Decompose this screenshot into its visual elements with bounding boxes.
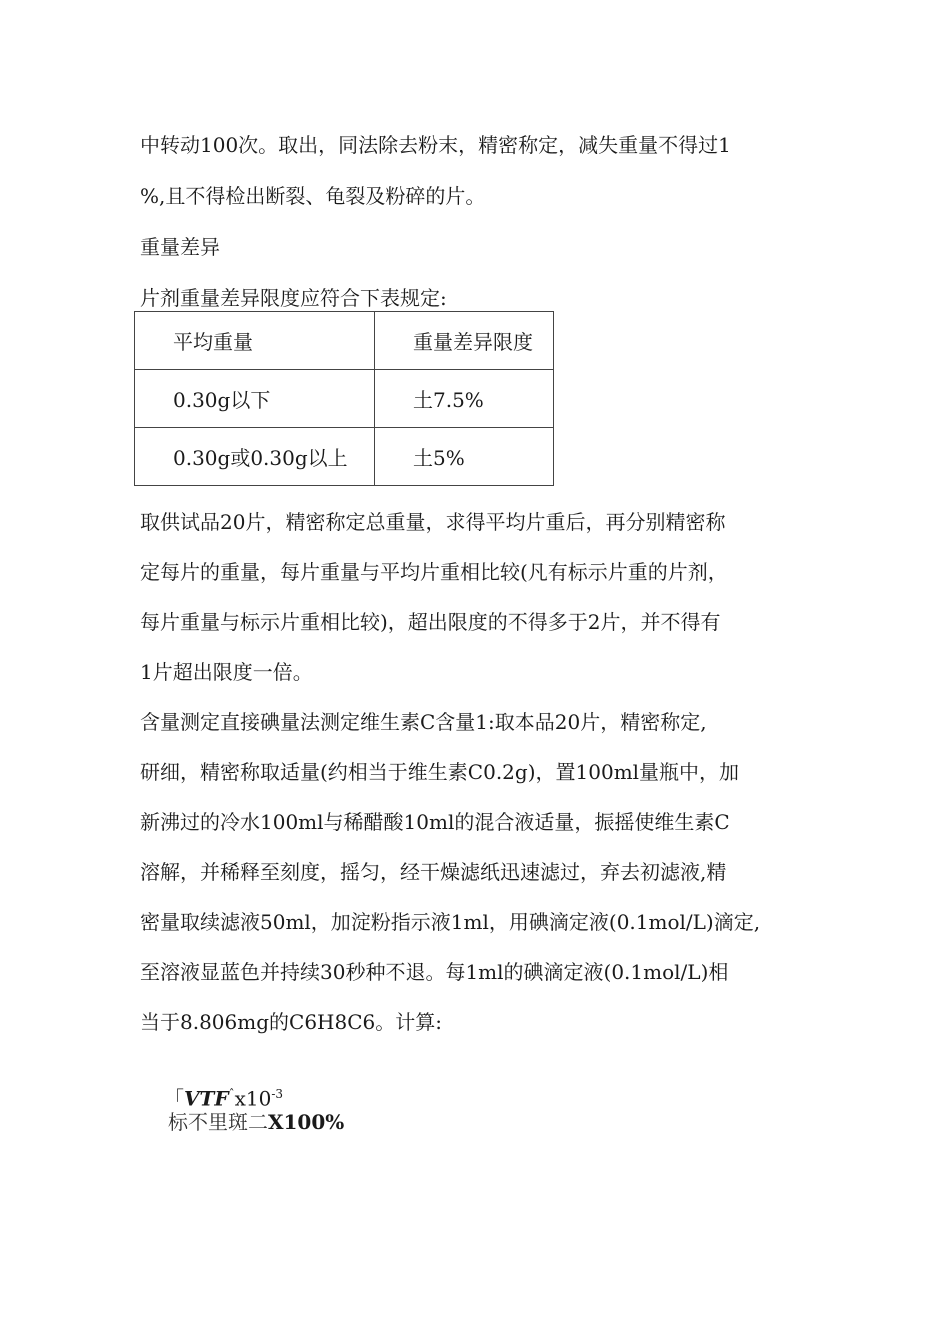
formula-text: 标不里斑二 xyxy=(168,1110,268,1134)
formula-denominator xyxy=(168,1108,344,1136)
table-cell: 0.30g或0.30g以上 xyxy=(135,428,375,486)
table-header-cell: 平均重量 xyxy=(135,312,375,370)
formula-result: X100% xyxy=(268,1110,345,1134)
table-header-row xyxy=(135,312,554,370)
paragraph-line: 新沸过的冷水100ml与稀醋酸10ml的混合液适量，振摇使维生素C xyxy=(140,810,730,834)
paragraph-line: 取供试品20片，精密称定总重量，求得平均片重后，再分别精密称 xyxy=(140,510,726,534)
formula-exponent: -3 xyxy=(271,1087,284,1101)
paragraph-line: 当于8.806mg的C6H8C6。计算: xyxy=(140,1010,442,1034)
section-heading: 重量差异 xyxy=(140,235,220,259)
formula-bracket: 「 xyxy=(164,1086,184,1111)
paragraph-line: 含量测定直接碘量法测定维生素C含量1:取本品20片，精密称定, xyxy=(140,710,707,734)
formula-variable: VTF xyxy=(184,1086,229,1111)
formula-multiplier: x10 xyxy=(234,1086,272,1111)
table-cell: 土7.5% xyxy=(375,370,554,428)
paragraph-line: 研细，精密称取适量(约相当于维生素C0.2g)，置100ml量瓶中，加 xyxy=(140,760,740,784)
table-row xyxy=(135,370,554,428)
table-cell: 土5% xyxy=(375,428,554,486)
paragraph-line: 每片重量与标示片重相比较)，超出限度的不得多于2片，并不得有 xyxy=(140,610,721,634)
table-intro: 片剂重量差异限度应符合下表规定: xyxy=(140,286,447,310)
table-row xyxy=(135,428,554,486)
paragraph-line: 溶解，并稀释至刻度，摇匀，经干燥滤纸迅速滤过，弃去初滤液,精 xyxy=(140,860,727,884)
paragraph-line: 1片超出限度一倍。 xyxy=(140,660,313,684)
table-cell: 0.30g以下 xyxy=(135,370,375,428)
paragraph-line: 定每片的重量，每片重量与平均片重相比较(凡有标示片重的片剂， xyxy=(140,560,728,584)
paragraph-line: %,且不得检出断裂、龟裂及粉碎的片。 xyxy=(140,184,486,208)
formula-caret: ˆ xyxy=(228,1087,235,1101)
weight-variation-table xyxy=(134,311,554,486)
table-header-cell: 重量差异限度 xyxy=(375,312,554,370)
paragraph-line: 密量取续滤液50ml，加淀粉指示液1ml，用碘滴定液(0.1mol/L)滴定, xyxy=(140,910,761,934)
paragraph-line: 中转动100次。取出，同法除去粉末，精密称定，减失重量不得过1 xyxy=(140,133,731,157)
paragraph-line: 至溶液显蓝色并持续30秒种不退。每1ml的碘滴定液(0.1mol/L)相 xyxy=(140,960,729,984)
